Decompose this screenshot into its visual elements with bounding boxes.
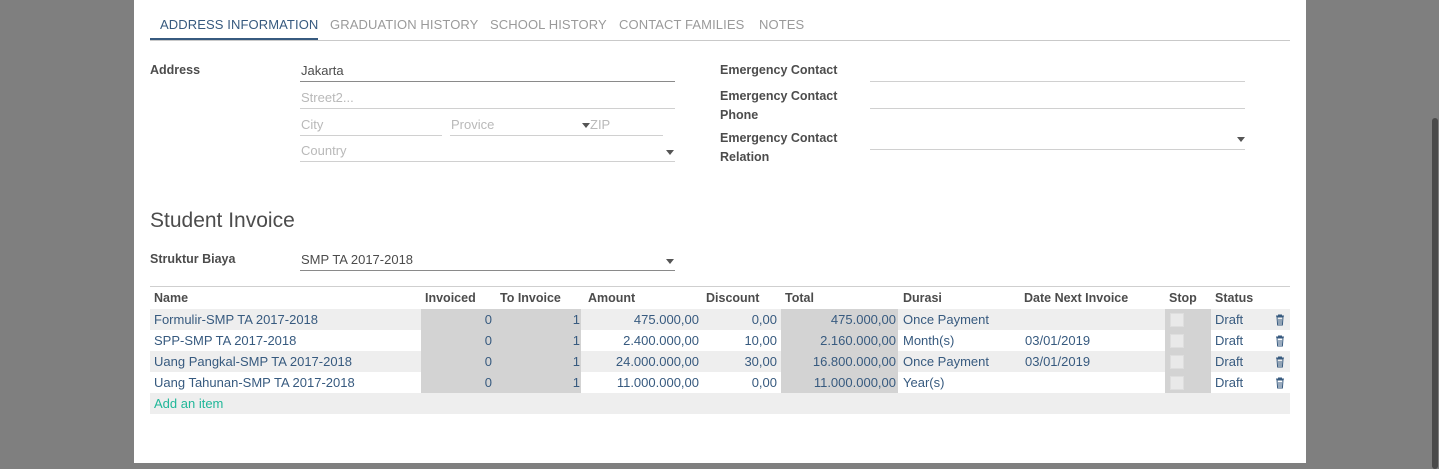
emergency-relation-label-line2: Relation — [720, 150, 770, 164]
column-header-total[interactable]: Total — [785, 291, 814, 305]
street2-placeholder: Street2... — [301, 90, 354, 105]
cell-amount[interactable]: 24.000.000,00 — [615, 354, 699, 369]
cell-discount[interactable]: 0,00 — [751, 375, 777, 390]
cell-date-next-invoice[interactable]: 03/01/2019 — [1025, 333, 1091, 348]
city-placeholder: City — [301, 117, 324, 132]
stop-checkbox[interactable] — [1170, 313, 1184, 327]
tab-graduation-history[interactable]: GRADUATION HISTORY — [330, 17, 479, 32]
cell-to-invoice: 1 — [572, 375, 580, 390]
cell-status: Draft — [1215, 354, 1244, 369]
address-label: Address — [150, 63, 201, 77]
city-field[interactable] — [300, 115, 442, 136]
cell-total: 2.160.000,00 — [820, 333, 896, 348]
cell-invoiced: 0 — [484, 333, 492, 348]
cell-amount[interactable]: 475.000,00 — [633, 312, 699, 327]
cell-status: Draft — [1215, 312, 1244, 327]
emergency-relation-label — [720, 129, 837, 167]
page-scrollbar[interactable] — [1432, 118, 1438, 469]
cell-durasi[interactable]: Once Payment — [903, 312, 989, 327]
emergency-phone-field[interactable] — [870, 88, 1245, 109]
cell-discount[interactable]: 10,00 — [744, 333, 777, 348]
caret-down-icon — [1237, 137, 1245, 142]
emergency-relation-label-line1: Emergency Contact — [720, 131, 838, 145]
cell-name[interactable]: Uang Pangkal-SMP TA 2017-2018 — [154, 354, 353, 369]
trash-icon[interactable] — [1275, 356, 1285, 368]
cell-total: 475.000,00 — [830, 312, 896, 327]
active-tab-indicator — [150, 38, 318, 40]
tab-contact-families[interactable]: CONTACT FAMILIES — [619, 17, 745, 32]
cell-durasi[interactable]: Once Payment — [903, 354, 989, 369]
trash-icon[interactable] — [1275, 377, 1285, 389]
struktur-biaya-field[interactable] — [300, 250, 675, 271]
tab-address-information[interactable]: ADDRESS INFORMATION — [160, 17, 319, 32]
add-an-item-link[interactable]: Add an item — [154, 396, 224, 411]
column-header-status[interactable]: Status — [1215, 291, 1254, 305]
cell-status: Draft — [1215, 375, 1244, 390]
column-header-invoiced[interactable]: Invoiced — [425, 291, 476, 305]
column-header-to-invoice[interactable]: To Invoice — [500, 291, 561, 305]
cell-discount[interactable]: 30,00 — [744, 354, 777, 369]
trash-icon[interactable] — [1275, 335, 1285, 347]
street2-field[interactable] — [300, 88, 675, 109]
zip-field[interactable] — [589, 115, 663, 136]
emergency-contact-label: Emergency Contact — [720, 63, 838, 77]
cell-to-invoice: 1 — [572, 333, 580, 348]
cell-date-next-invoice[interactable]: 03/01/2019 — [1025, 354, 1091, 369]
table-row[interactable] — [150, 309, 1290, 330]
emergency-phone-label — [720, 87, 837, 125]
cell-amount[interactable]: 2.400.000,00 — [623, 333, 699, 348]
stop-checkbox[interactable] — [1170, 355, 1184, 369]
cell-invoiced: 0 — [484, 354, 492, 369]
cell-invoiced: 0 — [484, 375, 492, 390]
cell-invoiced: 0 — [484, 312, 492, 327]
cell-total: 16.800.000,00 — [812, 354, 896, 369]
province-field[interactable] — [450, 115, 590, 136]
column-header-amount[interactable]: Amount — [588, 291, 636, 305]
stop-checkbox[interactable] — [1170, 376, 1184, 390]
country-field[interactable] — [300, 141, 675, 162]
cell-name[interactable]: Uang Tahunan-SMP TA 2017-2018 — [154, 375, 355, 390]
country-placeholder: Country — [301, 143, 347, 158]
caret-down-icon — [666, 150, 674, 155]
cell-durasi[interactable]: Year(s) — [903, 375, 945, 390]
cell-name[interactable]: Formulir-SMP TA 2017-2018 — [154, 312, 319, 327]
column-header-name[interactable]: Name — [154, 291, 189, 305]
emergency-phone-label-line1: Emergency Contact — [720, 89, 838, 103]
tab-notes[interactable]: NOTES — [759, 17, 805, 32]
cell-name[interactable]: SPP-SMP TA 2017-2018 — [154, 333, 297, 348]
cell-to-invoice: 1 — [572, 312, 580, 327]
cell-to-invoice: 1 — [572, 354, 580, 369]
table-row[interactable] — [150, 372, 1290, 393]
emergency-phone-label-line2: Phone — [720, 108, 759, 122]
column-header-durasi[interactable]: Durasi — [903, 291, 942, 305]
zip-placeholder: ZIP — [590, 117, 611, 132]
emergency-contact-field[interactable] — [870, 61, 1245, 82]
notebook-tabs — [150, 0, 1290, 41]
stop-checkbox[interactable] — [1170, 334, 1184, 348]
student-invoice-title: Student Invoice — [150, 209, 295, 232]
city-address-value: Jakarta — [301, 63, 344, 78]
cell-discount[interactable]: 0,00 — [751, 312, 777, 327]
cell-total: 11.000.000,00 — [813, 375, 896, 390]
cell-status: Draft — [1215, 333, 1244, 348]
column-header-discount[interactable]: Discount — [706, 291, 760, 305]
struktur-biaya-label: Struktur Biaya — [150, 252, 236, 266]
cell-durasi[interactable]: Month(s) — [903, 333, 955, 348]
column-header-date-next-invoice[interactable]: Date Next Invoice — [1024, 291, 1129, 305]
add-item-row — [150, 393, 1290, 414]
cell-amount[interactable]: 11.000.000,00 — [616, 375, 699, 390]
table-header — [150, 286, 1290, 311]
table-row[interactable] — [150, 351, 1290, 372]
province-placeholder: Provice — [451, 117, 495, 132]
table-row[interactable] — [150, 330, 1290, 351]
city-address-field[interactable] — [300, 61, 675, 82]
struktur-biaya-value: SMP TA 2017-2018 — [301, 252, 414, 267]
tab-school-history[interactable]: SCHOOL HISTORY — [490, 17, 607, 32]
emergency-relation-field[interactable] — [870, 129, 1245, 150]
trash-icon[interactable] — [1275, 314, 1285, 326]
caret-down-icon — [666, 259, 674, 264]
form-sheet — [134, 0, 1306, 463]
column-header-stop[interactable]: Stop — [1169, 291, 1197, 305]
